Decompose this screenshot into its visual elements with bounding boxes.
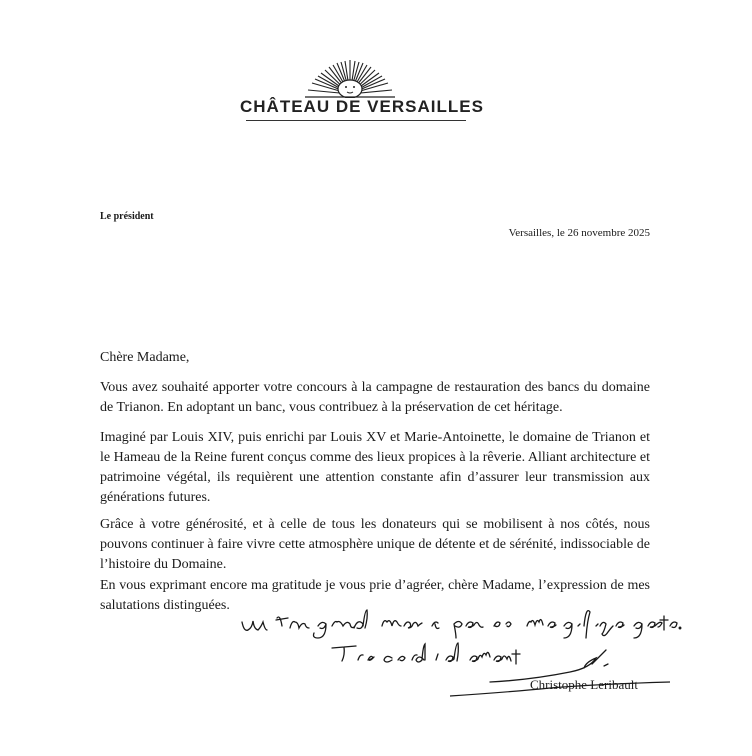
signatory-name: Christophe Leribault	[530, 677, 638, 692]
date-line: Versailles, le 26 novembre 2025	[508, 227, 650, 239]
paragraph-2: Imaginé par Louis XIV, puis enrichi par Louis XV et Marie-Antoinette, le domaine de Trianon et le Hameau de la Reine furent conçus comme des lieux propices à la rêverie. Alliant architecture et patrimoine végétal, ils requièrent une attention constante afin d’assurer leur transmission aux générations futures.	[100, 430, 650, 505]
sun-emblem-icon	[305, 58, 395, 98]
paragraph-1: Vous avez souhaité apporter votre concours à la campagne de restauration des bancs du domaine de Trianon. En adoptant un banc, vous contribuez à la préservation de cet héritage.	[100, 380, 650, 415]
header-divider	[246, 120, 466, 121]
paragraph-4: En vous exprimant encore ma gratitude je vous prie d’agréer, chère Madame, l’expression de mes salutations distinguées.	[100, 578, 650, 613]
paragraph-3: Grâce à votre générosité, et à celle de tous les donateurs qui se mobilisent à nos côtés, nous pouvons continuer à faire vivre cette atmosphère unique de détente et de sérénité, indissociable de l’histoire du Domaine.	[100, 517, 650, 572]
institution-name: CHÂTEAU DE VERSAILLES	[240, 97, 484, 116]
salutation: Chère Madame,	[100, 350, 190, 365]
sender-title: Le président	[100, 211, 154, 222]
